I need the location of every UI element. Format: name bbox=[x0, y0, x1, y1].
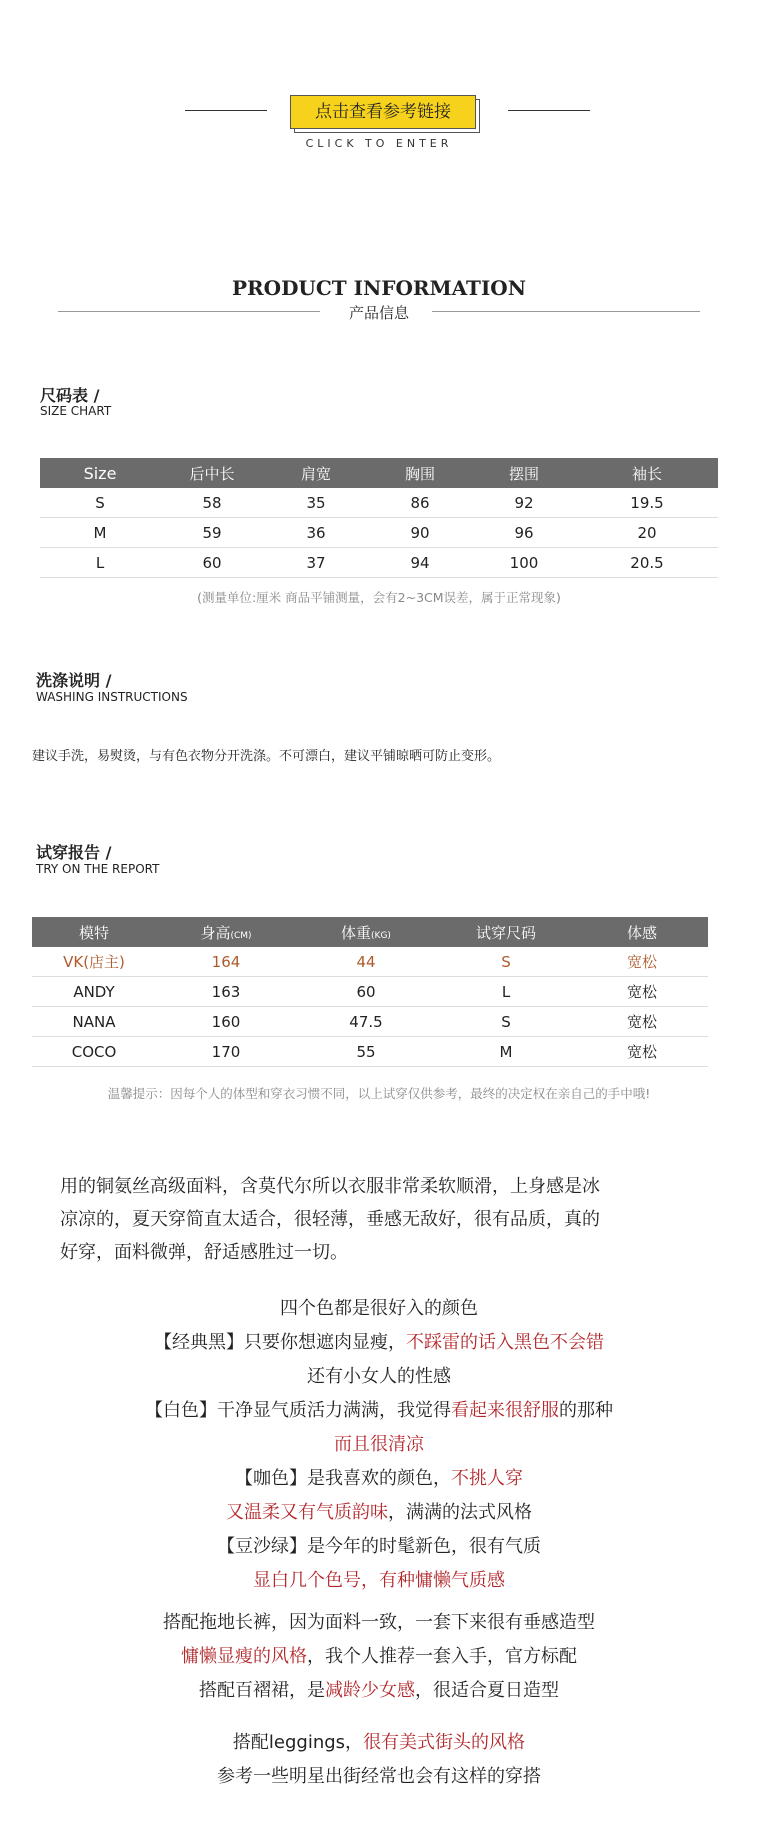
header-cell: 后中长 bbox=[160, 458, 264, 488]
green-line-2: 显白几个色号，有种慵懒气质感 bbox=[253, 1570, 505, 1591]
table-cell: 20 bbox=[576, 518, 718, 548]
paragraph-line: 凉凉的，夏天穿简直太适合，很轻薄，垂感无敌好，很有品质，真的 bbox=[60, 1209, 600, 1230]
table-row bbox=[40, 548, 718, 578]
header-cell bbox=[296, 917, 436, 947]
table-row bbox=[32, 977, 708, 1007]
table-cell: 86 bbox=[368, 488, 472, 518]
header-cell: 肩宽 bbox=[264, 458, 368, 488]
table-cell: 宽松 bbox=[576, 1007, 708, 1037]
table-cell: 163 bbox=[156, 977, 296, 1007]
size-chart-table bbox=[40, 458, 718, 578]
reference-link-button[interactable]: 点击查看参考链接 bbox=[290, 95, 476, 129]
match-text: ，我个人推荐一套入手，官方标配 bbox=[307, 1646, 577, 1667]
header-label: 体重 bbox=[341, 923, 372, 942]
paragraph-line: 用的铜氨丝高级面料，含莫代尔所以衣服非常柔软顺滑，上身感是冰 bbox=[60, 1176, 600, 1197]
table-cell: 59 bbox=[160, 518, 264, 548]
paragraph-line: 好穿，面料微弹，舒适感胜过一切。 bbox=[60, 1242, 348, 1263]
try-on-table bbox=[32, 917, 708, 1067]
table-cell: M bbox=[40, 518, 160, 548]
white-line bbox=[0, 1396, 758, 1422]
table-cell: 96 bbox=[472, 518, 576, 548]
header-cell: Size bbox=[40, 458, 160, 488]
table-cell: 90 bbox=[368, 518, 472, 548]
coffee-line bbox=[0, 1464, 758, 1490]
leggings-line bbox=[0, 1728, 758, 1754]
header-label: 身高 bbox=[200, 923, 231, 942]
match-text-2: 搭配百褶裙，是 bbox=[199, 1680, 325, 1701]
leggings-highlight: 很有美式街头的风格 bbox=[363, 1732, 526, 1753]
washing-subtitle: WASHING INSTRUCTIONS bbox=[36, 690, 188, 704]
table-cell: 宽松 bbox=[576, 947, 708, 977]
try-on-subtitle: TRY ON THE REPORT bbox=[36, 862, 160, 876]
table-cell: L bbox=[436, 977, 576, 1007]
table-cell: L bbox=[40, 548, 160, 578]
header-cell bbox=[156, 917, 296, 947]
table-row bbox=[40, 518, 718, 548]
table-cell: 宽松 bbox=[576, 1037, 708, 1067]
match-highlight-2: 减龄少女感 bbox=[325, 1680, 415, 1701]
table-cell: COCO bbox=[32, 1037, 156, 1067]
washing-title: 洗涤说明 / bbox=[36, 671, 112, 690]
match-highlight: 慵懒显瘦的风格 bbox=[181, 1646, 307, 1667]
table-cell: M bbox=[436, 1037, 576, 1067]
black-line-2: 还有小女人的性感 bbox=[307, 1366, 451, 1387]
cta-right-line bbox=[508, 110, 590, 111]
table-cell: 36 bbox=[264, 518, 368, 548]
table-cell: 37 bbox=[264, 548, 368, 578]
colors-intro: 四个色都是很好入的颜色 bbox=[280, 1298, 478, 1319]
black-text: 【经典黑】只要你想遮肉显瘦， bbox=[154, 1332, 406, 1353]
table-cell: 60 bbox=[160, 548, 264, 578]
table-row bbox=[32, 1007, 708, 1037]
table-cell: 20.5 bbox=[576, 548, 718, 578]
header-unit: (KG) bbox=[371, 930, 391, 941]
green-line: 【豆沙绿】是今年的时髦新色，很有气质 bbox=[217, 1536, 541, 1557]
product-info-subtitle: 产品信息 bbox=[348, 304, 409, 322]
black-line bbox=[0, 1328, 758, 1354]
header-cell: 试穿尺码 bbox=[436, 917, 576, 947]
header-cell: 摆围 bbox=[472, 458, 576, 488]
table-cell: S bbox=[436, 1007, 576, 1037]
table-cell: VK(店主) bbox=[32, 947, 156, 977]
size-chart-note: (测量单位:厘米 商品平铺测量，会有2~3CM误差，属于正常现象) bbox=[197, 590, 561, 605]
coffee-line-2 bbox=[0, 1498, 758, 1524]
cta-left-line bbox=[185, 110, 267, 111]
table-cell: ANDY bbox=[32, 977, 156, 1007]
size-chart-title: 尺码表 / bbox=[40, 386, 100, 405]
coffee-highlight: 不挑人穿 bbox=[451, 1468, 523, 1489]
table-cell: 60 bbox=[296, 977, 436, 1007]
match-text-3: ，很适合夏日造型 bbox=[415, 1680, 559, 1701]
table-cell: 19.5 bbox=[576, 488, 718, 518]
match-line-2 bbox=[0, 1642, 758, 1668]
white-text: 【白色】干净显气质活力满满，我觉得 bbox=[145, 1400, 451, 1421]
product-info-title: PRODUCT INFORMATION bbox=[231, 276, 526, 300]
white-text-end: 的那种 bbox=[559, 1400, 613, 1421]
cta-subtitle[interactable]: CLICK TO ENTER bbox=[305, 137, 453, 150]
table-cell: 94 bbox=[368, 548, 472, 578]
table-cell: 44 bbox=[296, 947, 436, 977]
table-cell: 宽松 bbox=[576, 977, 708, 1007]
coffee-text: 【咖色】是我喜欢的颜色， bbox=[235, 1468, 451, 1489]
table-cell: 47.5 bbox=[296, 1007, 436, 1037]
try-on-header-row bbox=[32, 917, 708, 947]
match-line-3 bbox=[0, 1676, 758, 1702]
header-cell: 胸围 bbox=[368, 458, 472, 488]
table-row bbox=[32, 1037, 708, 1067]
table-row bbox=[32, 947, 708, 977]
description-paragraph bbox=[60, 1170, 700, 1269]
header-cell: 体感 bbox=[576, 917, 708, 947]
coffee-text-2: ，满满的法式风格 bbox=[388, 1502, 532, 1523]
leggings-text: 搭配leggings， bbox=[232, 1732, 364, 1753]
table-cell: 58 bbox=[160, 488, 264, 518]
size-chart-subtitle: SIZE CHART bbox=[40, 404, 112, 418]
table-cell: 35 bbox=[264, 488, 368, 518]
white-highlight: 看起来很舒服 bbox=[451, 1400, 559, 1421]
table-cell: S bbox=[436, 947, 576, 977]
white-line-2: 而且很清凉 bbox=[334, 1434, 424, 1455]
washing-text: 建议手洗，易熨烫，与有色衣物分开洗涤。不可漂白，建议平铺晾晒可防止变形。 bbox=[32, 749, 501, 764]
header-cell: 袖长 bbox=[576, 458, 718, 488]
header-cell: 模特 bbox=[32, 917, 156, 947]
match-line-1: 搭配拖地长裤，因为面料一致，一套下来很有垂感造型 bbox=[163, 1612, 595, 1633]
table-cell: 100 bbox=[472, 548, 576, 578]
table-row bbox=[40, 488, 718, 518]
try-on-title: 试穿报告 / bbox=[36, 843, 112, 862]
table-cell: NANA bbox=[32, 1007, 156, 1037]
table-cell: 55 bbox=[296, 1037, 436, 1067]
table-cell: 92 bbox=[472, 488, 576, 518]
leggings-line-2: 参考一些明星出街经常也会有这样的穿搭 bbox=[217, 1766, 541, 1787]
try-on-note: 温馨提示：因每个人的体型和穿衣习惯不同，以上试穿仅供参考，最终的决定权在亲自己的手中哦! bbox=[107, 1086, 651, 1101]
table-cell: 164 bbox=[156, 947, 296, 977]
size-chart-header-row bbox=[40, 458, 718, 488]
table-cell: 160 bbox=[156, 1007, 296, 1037]
table-cell: 170 bbox=[156, 1037, 296, 1067]
coffee-highlight-2: 又温柔又有气质韵味 bbox=[226, 1502, 388, 1523]
table-cell: S bbox=[40, 488, 160, 518]
header-unit: (CM) bbox=[230, 930, 252, 941]
black-highlight: 不踩雷的话入黑色不会错 bbox=[406, 1332, 604, 1353]
